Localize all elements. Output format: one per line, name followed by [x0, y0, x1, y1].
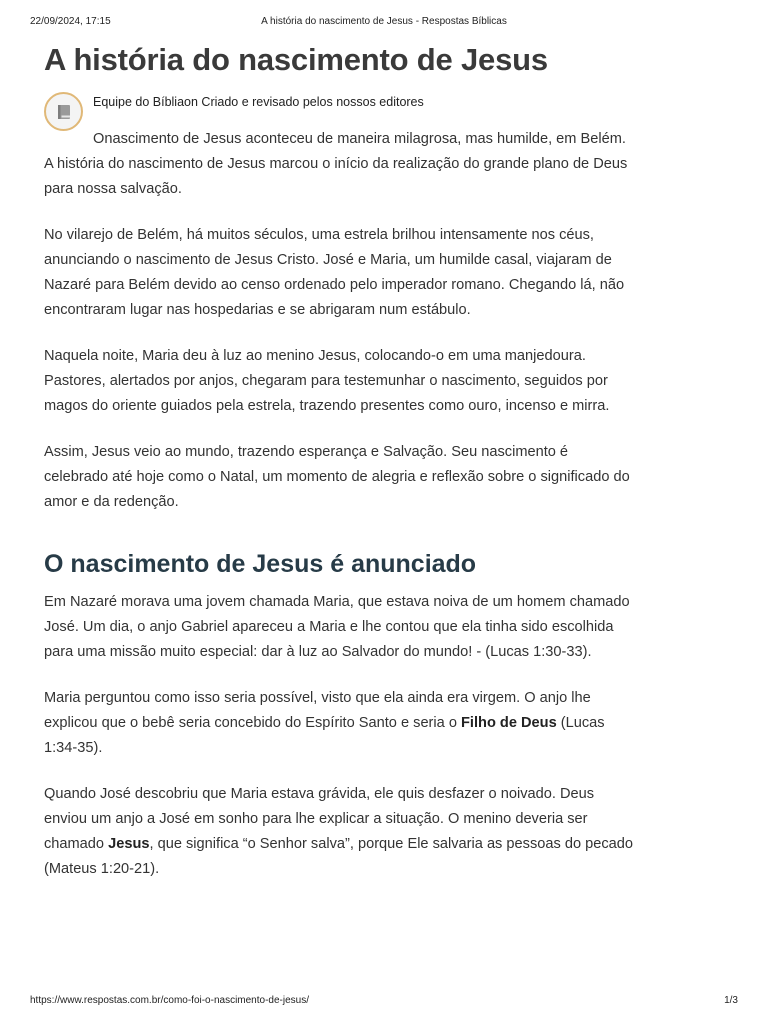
print-footer	[30, 995, 738, 1009]
author-avatar	[44, 92, 83, 131]
text-run: , que significa “o Senhor salva”, porque Ele salvaria as pessoas do pecado (Mateus 1:20-21).	[44, 836, 633, 877]
print-datetime: 22/09/2024, 17:15	[30, 16, 111, 27]
paragraph-section-3	[44, 782, 634, 882]
article	[44, 40, 634, 882]
bold-text: Filho de Deus	[461, 715, 557, 731]
section-heading: O nascimento de Jesus é anunciado	[44, 550, 477, 578]
paragraph-intro-2: No vilarejo de Belém, há muitos séculos, uma estrela brilhou intensamente nos céus, anunciando o nascimento de Jesus Cristo. José e Maria, um humilde casal, viajaram de Nazaré para Belém devido ao censo ordenado pelo imperador romano. Chegando lá, não encontraram lugar nas hospedarias e se abrigaram num estábulo.	[44, 227, 625, 318]
print-header	[30, 16, 738, 30]
text-run: Quando José descobriu que Maria estava grávida, ele quis desfazer o noivado. Deus enviou um anjo a José em sonho para lhe explicar a situação. O menino deveria ser chamado	[44, 786, 595, 852]
paragraph-section-1: Em Nazaré morava uma jovem chamada Maria, que estava noiva de um homem chamado José. Um dia, o anjo Gabriel apareceu a Maria e lhe contou que ela tinha sido escolhida para uma missão muito especial: dar à luz ao Salvador do mundo! - (Lucas 1:30-33).	[44, 594, 630, 660]
author-line: Equipe do Bíbliaon Criado e revisado pelos nossos editores	[93, 95, 424, 109]
paragraph-intro-4: Assim, Jesus veio ao mundo, trazendo esperança e Salvação. Seu nascimento é celebrado até hoje como o Natal, um momento de alegria e reflexão sobre o significado do amor e da redenção.	[44, 444, 630, 510]
paragraph-intro-3: Naquela noite, Maria deu à luz ao menino Jesus, colocando-o em uma manjedoura. Pastores, alertados por anjos, chegaram para testemunhar o nascimento, seguidos por magos do oriente guiados pela estrela, trazendo presentes como ouro, incenso e mirra.	[44, 348, 610, 414]
article-title: A história do nascimento de Jesus	[44, 42, 548, 77]
print-document-title: A história do nascimento de Jesus - Respostas Bíblicas	[261, 16, 507, 27]
author-byline	[44, 94, 634, 134]
page-url: https://www.respostas.com.br/como-foi-o-nascimento-de-jesus/	[30, 995, 309, 1006]
paragraph-section-2	[44, 686, 634, 761]
paragraph-intro-1: Onascimento de Jesus aconteceu de maneira milagrosa, mas humilde, em Belém. A história do nascimento de Jesus marcou o início da realização do grande plano de Deus para nossa salvação.	[44, 131, 628, 197]
book-icon	[55, 103, 73, 121]
text-run: Maria perguntou como isso seria possível, visto que ela ainda era virgem. O anjo lhe explicou que o bebê seria concebido do Espírito Santo e seria o	[44, 690, 591, 731]
bold-text: Jesus	[108, 836, 150, 852]
text-run: (Lucas 1:34-35).	[44, 715, 605, 756]
page-number: 1/3	[724, 995, 738, 1006]
